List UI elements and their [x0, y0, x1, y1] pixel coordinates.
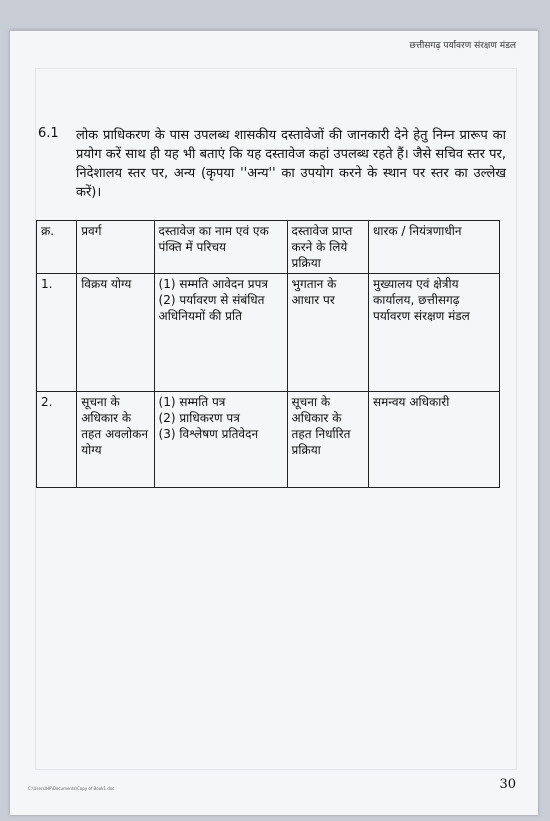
header-process: दस्तावेज प्राप्त करने के लिये प्रक्रिया — [287, 221, 368, 274]
page-number: 30 — [499, 777, 516, 792]
header-num: क्र. — [37, 221, 77, 274]
table-row — [37, 392, 500, 488]
section-text: लोक प्राधिकरण के पास उपलब्ध शासकीय दस्तावेजों की जानकारी देने हेतु निम्न प्रारूप का प्रयोग करें साथ ही यह भी बताएं कि यह दस्तावेज कहां उपलब्ध रहते हैं। जैसे सचिव स्तर पर, निदेशालय स्तर पर, अन्य (कृपया ''अन्य'' का उपयोग करने के स्थान पर स्तर का उल्लेख करें)। — [76, 128, 506, 200]
row-holder: मुख्यालय एवं क्षेत्रीय कार्यालय, छत्तीसगढ़ पर्यावरण संरक्षण मंडल — [369, 274, 500, 392]
row-document-name — [154, 392, 287, 488]
document-item: (2) प्राधिकरण पत्र — [158, 411, 240, 425]
document-page — [10, 30, 538, 815]
header-category: प्रवर्ग — [77, 221, 154, 274]
header-holder: धारक / नियंत्रणाधीन — [369, 221, 500, 274]
row-num: 1. — [37, 274, 77, 392]
table-header-row — [37, 221, 500, 274]
row-holder: समन्वय अधिकारी — [369, 392, 500, 488]
section-number: 6.1 — [38, 126, 59, 141]
row-process: भुगतान के आधार पर — [287, 274, 368, 392]
document-item: (1) सम्मति आवेदन प्रपत्र — [158, 277, 269, 291]
document-item: (1) सम्मति पत्र — [158, 395, 226, 409]
row-document-name — [154, 274, 287, 392]
row-num: 2. — [37, 392, 77, 488]
table-row — [37, 274, 500, 392]
footer-file-path: C:\Users\HP\Documents\Copy of Book1.doc — [28, 786, 115, 791]
row-process: सूचना के अधिकार के तहत निर्धारित प्रक्रिया — [287, 392, 368, 488]
documents-table — [36, 220, 500, 488]
header-document-name: दस्तावेज का नाम एवं एक पंक्ति में परिचय — [154, 221, 287, 274]
row-category: सूचना के अधिकार के तहत अवलोकन योग्य — [77, 392, 154, 488]
header-rule — [10, 30, 538, 31]
document-item: (3) विश्लेषण प्रतिवेदन — [158, 427, 259, 441]
row-category: विक्रय योग्य — [77, 274, 154, 392]
running-header: छत्तीसगढ़ पर्यावरण संरक्षण मंडल — [409, 41, 516, 51]
document-item: (2) पर्यावरण से संबंधित अधिनियमों की प्रति — [158, 293, 265, 323]
